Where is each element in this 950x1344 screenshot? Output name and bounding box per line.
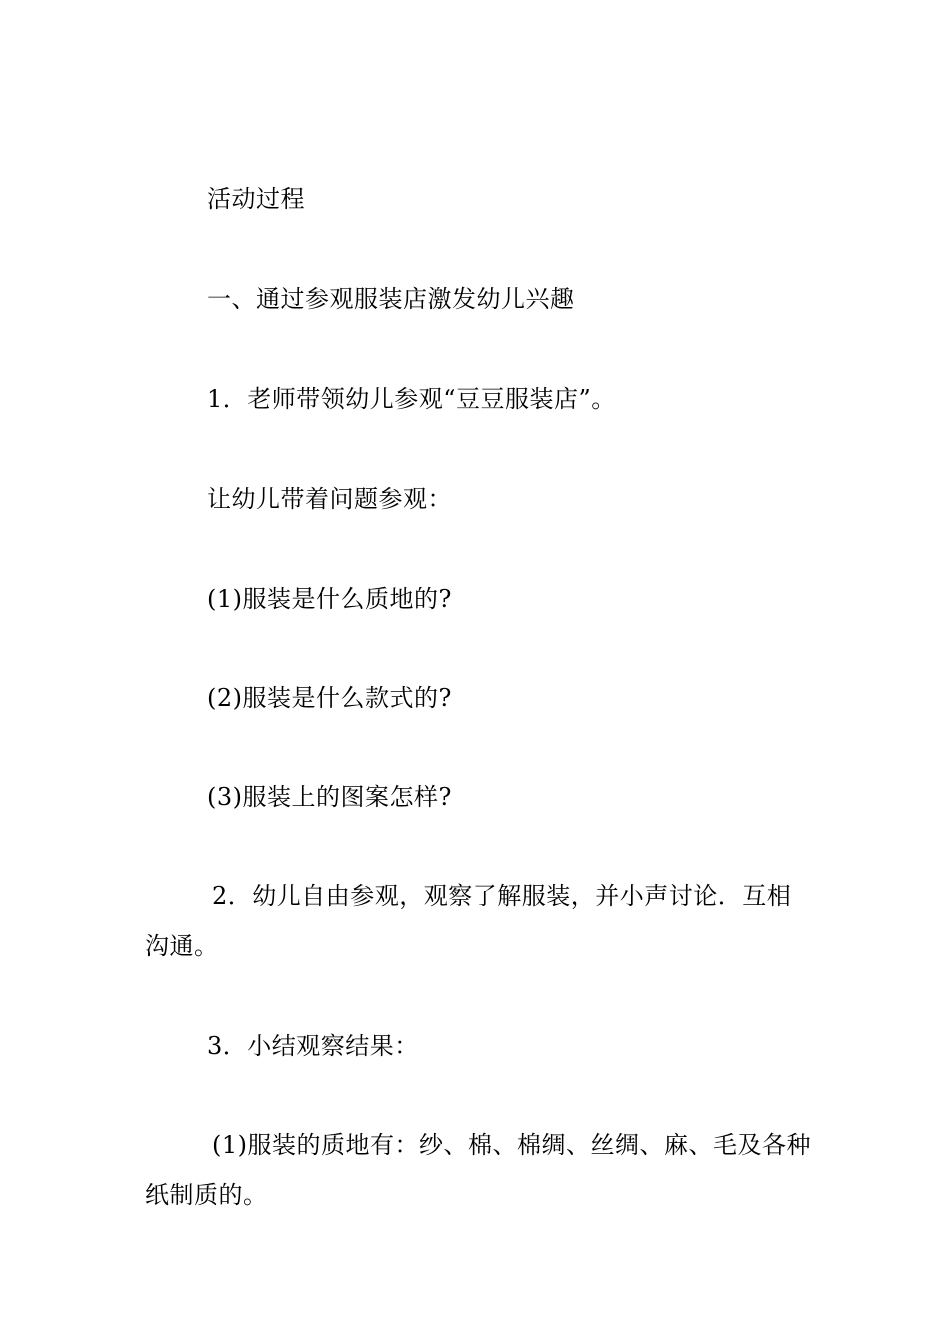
subsection-heading: 一、通过参观服装店激发幼儿兴趣 xyxy=(207,285,575,313)
question-2: (2)服装是什么款式的? xyxy=(207,684,452,712)
paragraph-step-2: 2．幼儿自由参观，观察了解服装，并小声讨论．互相沟通。 xyxy=(145,882,792,960)
section-heading: 活动过程 xyxy=(207,185,305,213)
question-1: (1)服装是什么质地的? xyxy=(207,585,452,613)
paragraph-step-3: 3．小结观察结果： xyxy=(207,1032,419,1060)
question-3: (3)服装上的图案怎样? xyxy=(207,783,452,811)
paragraph-step-1: 1．老师带领幼儿参观“豆豆服装店”。 xyxy=(207,385,616,413)
result-1: (1)服装的质地有：纱、棉、棉绸、丝绸、麻、毛及各种纸制质的。 xyxy=(145,1131,811,1209)
paragraph-questions-intro: 让幼儿带着问题参观： xyxy=(207,485,452,513)
